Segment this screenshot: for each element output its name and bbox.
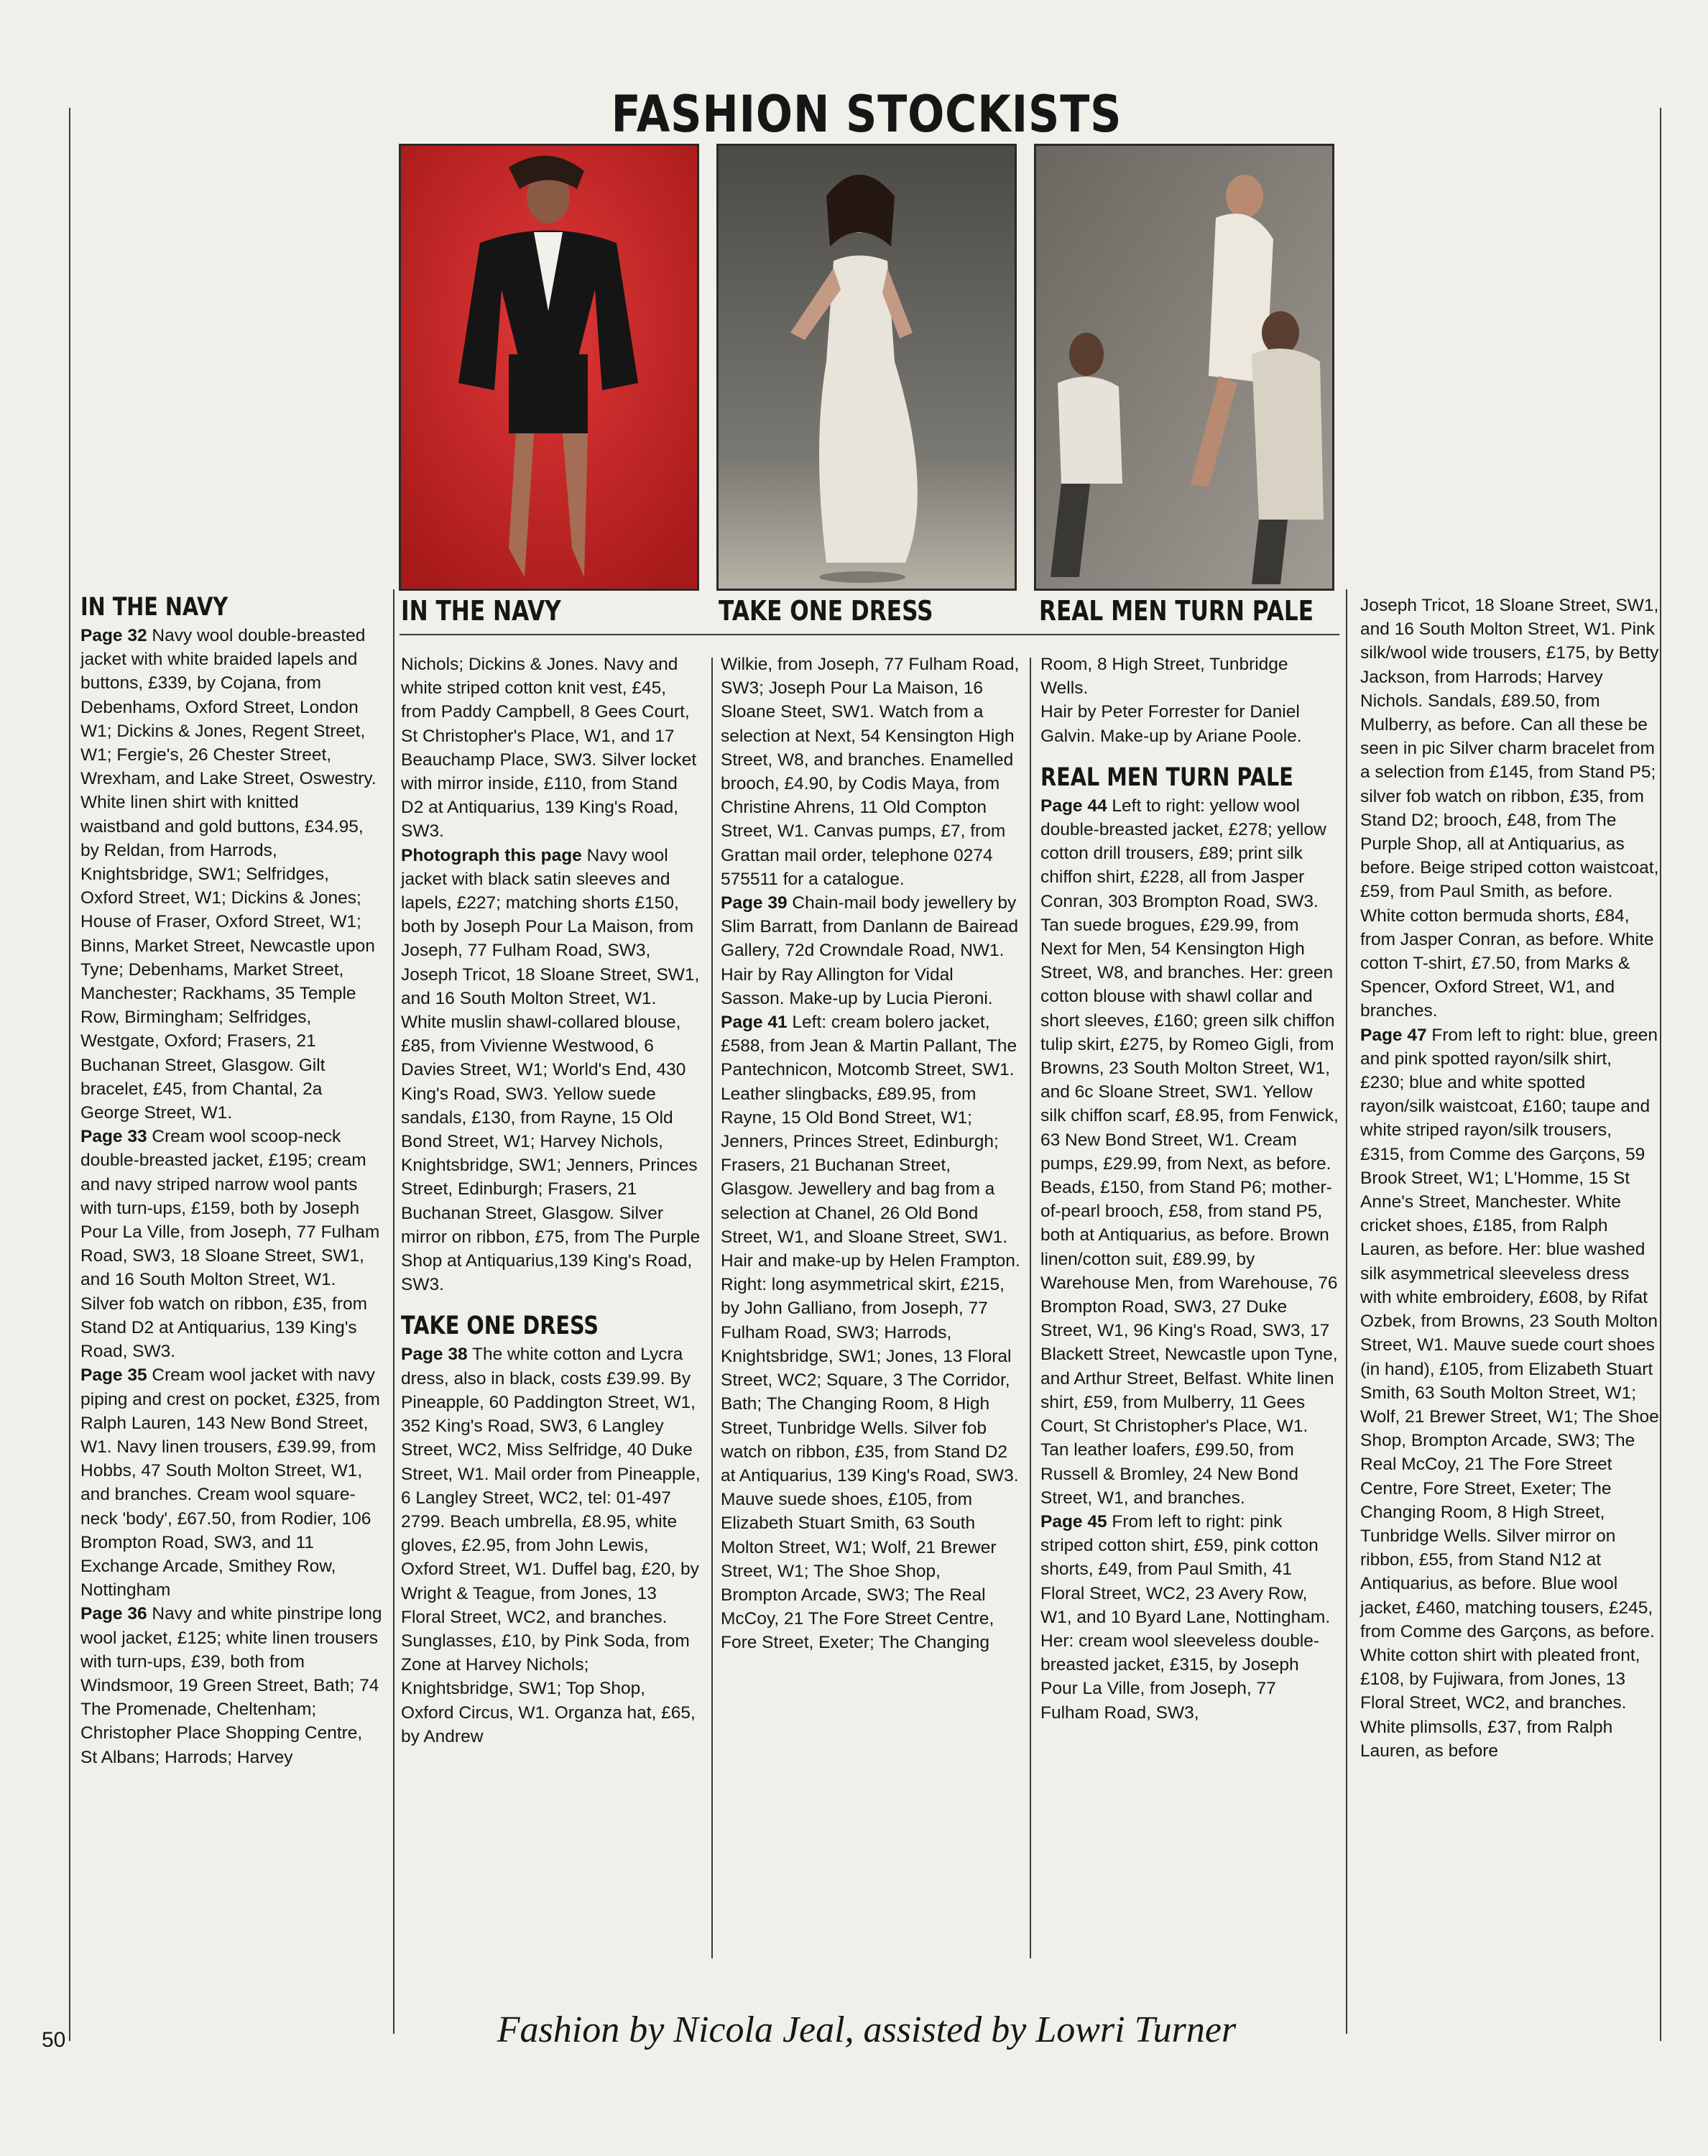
photo-in-the-navy-image [401, 146, 697, 589]
rule-left [69, 108, 70, 2041]
list-item: Nichols; Dickins & Jones. Navy and white striped cotton knit vest, £45, from Paddy Campbell, 8 Gees Court, St Christopher's Place, W1, and 17 Beauchamp Place, SW3. Silver locket with mirror inside, £110, from Stand D2 at Antiquarius, 139 King's Road, SW3. [401, 655, 697, 842]
list-item: Page 38 The white cotton and Lycra dress, also in black, costs £39.99. By Pineapple, 60 Paddington Street, W1, 352 King's Road, SW3, 6 Langley Street, WC2, Miss Selfridge, 40 Duke Street, W1. Mail order from Pineapple, 6 Langley Street, WC2, tel: 01-497 2799. Beach umbrella, £8.95, white gloves, £2.95, from John Lewis, Oxford Street, W1. Duffel bag, £20, by Wright & Teague, from Jones, 13 Floral Street, WC2, and branches. Sunglasses, £10, by Pink Soda, from Zone at Harvey Nichols; Knightsbridge, SW1; Top Shop, Oxford Circus, W1. Organza hat, £65, by Andrew [401, 1345, 701, 1746]
list-item: Room, 8 High Street, Tunbridge Wells. [1040, 655, 1288, 699]
photo-in-the-navy [399, 144, 699, 591]
list-item: Hair and make-up by Helen Frampton. [721, 1251, 1020, 1271]
page-number: 50 [42, 2028, 66, 2052]
list-item: Joseph Tricot, 18 Sloane Street, SW1, and 16 South Molton Street, W1. Pink silk/wool wide trousers, £175, by Betty Jackson, from Harrods; Harvey Nichols. Sandals, £89.50, from Mulberry, as before. Can all these be seen in pic Silver charm bracelet from a selection from £145, from Stand P5; silver fob watch on ribbon, £35, from Stand D2; brooch, £48, from The Purple Shop, all at Antiquarius, as before. Beige striped cotton waistcoat, £59, from Paul Smith, as before. White cotton bermuda shorts, £84, from Jasper Conran, as before. White cotton T-shirt, £7.50, from Marks & Spencer, Oxford Street, W1, and branches. [1360, 596, 1659, 1021]
list-item: Wilkie, from Joseph, 77 Fulham Road, SW3; Joseph Pour La Maison, 16 Sloane Steet, SW1. Watch from a selection at Next, 54 Kensington High Street, W8, and branches. Enamelled brooch, £4.90, by Codis Maya, from Christine Ahrens, 11 Old Compton Street, W1. Canvas pumps, £7, from Grattan mail order, telephone 0274 575511 for a catalogue. [721, 655, 1020, 889]
column-2 [401, 653, 701, 1749]
col4-heading: REAL MEN TURN PALE [1040, 763, 1293, 792]
column-3 [721, 653, 1021, 1655]
photo-take-one-dress-image [719, 146, 1015, 589]
list-item: Page 32 Navy wool double-breasted jacket with white braided lapels and buttons, £339, by Cojana, from Debenhams, Oxford Street, London W1; Dickins & Jones, Regent Street, W1; Fergie's, 26 Chester Street, Wrexham, and Lake Street, Oswestry. White linen shirt with knitted waistband and gold buttons, £34.95, by Reldan, from Harrods, Knightsbridge, SW1; Selfridges, Oxford Street, W1; Dickins & Jones; House of Fraser, Oxford Street, W1; Binns, Market Street, Newcastle upon Tyne; Debenhams, Market Street, Manchester; Rackhams, 35 Temple Row, Birmingham; Selfridges, Westgate, Oxford; Frasers, 21 Buchanan Street, Glasgow. Gilt bracelet, £45, from Chantal, 2a George Street, W1. [80, 626, 377, 1123]
rule-col3 [1030, 658, 1031, 1958]
list-item: Page 47 From left to right: blue, green and pink spotted rayon/silk shirt, £230; blue and white spotted rayon/silk waistcoat, £160; taupe and white striped rayon/silk trousers, £315, from Comme des Garçons, 59 Brook Street, W1; L'Homme, 15 St Anne's Street, Manchester. White cricket shoes, £185, from Ralph Lauren, as before. Her: blue washed silk asymmetrical sleeveless dress with white embroidery, £608, by Rifat Ozbek, from Browns, 23 South Molton Street, W1. Mauve suede court shoes (in hand), £105, from Elizabeth Stuart Smith, 63 South Molton Street, W1; Wolf, 21 Brewer Street, W1; The Shoe Shop, Brompton Arcade, SW3; The Real McCoy, 21 The Fore Street Centre, Fore Street, Exeter; The Changing Room, 8 High Street, Tunbridge Wells. Silver mirror on ribbon, £55, from Stand N12 at Antiquarius, as before. Blue wool jacket, £460, matching tousers, £245, from Comme des Garçons, as before. White cotton shirt with pleated front, £108, by Fujiwara, from Jones, 13 Floral Street, WC2, and branches. White plimsolls, £37, from Ralph Lauren, as before [1360, 1025, 1659, 1761]
list-item: Page 39 Chain-mail body jewellery by Slim Barratt, from Danlann de Bairead Gallery, 72d Crowndale Road, NW1. Hair by Ray Allington for Vidal Sasson. Make-up by Lucia Pieroni. [721, 893, 1018, 1008]
heading-real-men-turn-pale: REAL MEN TURN PALE [1039, 595, 1314, 627]
list-item: Photograph this page Navy wool jacket with black satin sleeves and lapels, £227; matching shorts £150, both by Joseph Pour La Maison, from Joseph, 77 Fulham Road, SW3, Joseph Tricot, 18 Sloane Street, SW1, and 16 South Molton Street, W1. White muslin shawl-collared blouse, £85, from Vivienne Westwood, 6 Davies Street, W1; World's End, 430 King's Road, SW3. Yellow suede sandals, £130, from Rayne, 15 Old Bond Street, W1; Harvey Nichols, Knightsbridge, SW1; Jenners, Princes Street, Edinburgh; Frasers, 21 Buchanan Street, Glasgow. Silver mirror on ribbon, £75, from The Purple Shop at Antiquarius,139 King's Road, SW3. [401, 845, 701, 1295]
list-item: Page 36 Navy and white pinstripe long wool jacket, £125; white linen trousers with turn-ups, £39, both from Windsmoor, 19 Green Street, Bath; 74 The Promenade, Cheltenham; Christopher Place Shopping Centre, St Albans; Harrods; Harvey [80, 1604, 382, 1767]
col2-heading: TAKE ONE DRESS [401, 1312, 599, 1341]
fashion-credit: Fashion by Nicola Jeal, assisted by Lowri Turner [497, 2009, 1237, 2050]
heading-underline [400, 634, 1339, 635]
list-item: Right: long asymmetrical skirt, £215, by John Galliano, from Joseph, 77 Fulham Road, SW3; Harrods, Knightsbridge, SW1; Jones, 13 Floral Street, WC2; Square, 3 The Corridor, Bath; The Changing Room, 8 High Street, Tunbridge Wells. Silver fob watch on ribbon, £35, from Stand D2 at Antiquarius, 139 King's Road, SW3. Mauve suede shoes, £105, from Elizabeth Stuart Smith, 63 South Molton Street, W1; Wolf, 21 Brewer Street, W1; The Shoe Shop, Brompton Arcade, SW3; The Real McCoy, 21 The Fore Street Centre, Fore Street, Exeter; The Changing [721, 1275, 1019, 1653]
rule-col4 [1346, 589, 1347, 2034]
page-title: FASHION STOCKISTS [611, 85, 1122, 144]
rule-col1 [393, 589, 394, 2034]
list-item: Page 44 Left to right: yellow wool double-breasted jacket, £278; yellow cotton drill trousers, £89; print silk chiffon shirt, £228, all from Jasper Conran, 303 Brompton Road, SW3. Tan suede brogues, £29.99, from Next for Men, 54 Kensington High Street, W8, and branches. Her: green cotton blouse with shawl collar and short sleeves, £160; green silk chiffon tulip skirt, £275, by Romeo Gigli, from Browns, 23 South Molton Street, W1, and 6c Sloane Street, SW1. Yellow silk chiffon scarf, £8.95, from Fenwick, 63 New Bond Street, W1. Cream pumps, £29.99, from Next, as before. Beads, £150, from Stand P6; mother-of-pearl brooch, £58, from stand P5, both at Antiquarius, as before. Brown linen/cotton suit, £89.99, by Warehouse Men, from Warehouse, 76 Brompton Road, SW3, 27 Duke Street, W1, 96 King's Road, SW3, 17 Blackett Street, Newcastle upon Tyne, and Arthur Street, Belfast. White linen shirt, £59, from Mulberry, 11 Gees Court, St Christopher's Place, W1. Tan leather loafers, £99.50, from Russell & Bromley, 24 New Bond Street, W1, and branches. [1040, 796, 1339, 1508]
list-item: Page 41 Left: cream bolero jacket, £588, from Jean & Martin Pallant, The Pantechnicon, Motcomb Street, SW1. Leather slingbacks, £89.95, from Rayne, 15 Old Bond Street, W1; Jenners, Princes Street, Edinburgh; Frasers, 21 Buchanan Street, Glasgow. Jewellery and bag from a selection at Chanel, 26 Old Bond Street, W1, and Sloane Street, SW1. [721, 1013, 1017, 1247]
column-1 [80, 594, 382, 1769]
list-item: Hair by Peter Forrester for Daniel Galvin. Make-up by Ariane Poole. [1040, 702, 1302, 746]
heading-take-one-dress: TAKE ONE DRESS [719, 595, 933, 627]
col1-heading: IN THE NAVY [80, 593, 228, 622]
list-item: Page 33 Cream wool scoop-neck double-breasted jacket, £195; cream and navy striped narrow wool pants with turn-ups, £159, both by Joseph Pour La Ville, from Joseph, 77 Fulham Road, SW3, 18 Sloane Street, SW1, and 16 South Molton Street, W1. Silver fob watch on ribbon, £35, from Stand D2 at Antiquarius, 139 King's Road, SW3. [80, 1127, 380, 1362]
photo-take-one-dress [716, 144, 1017, 591]
column-4 [1040, 653, 1339, 1725]
column-5 [1360, 594, 1661, 1763]
list-item: Page 35 Cream wool jacket with navy piping and crest on pocket, £325, from Ralph Lauren, 143 New Bond Street, W1. Navy linen trousers, £39.99, from Hobbs, 47 South Molton Street, W1, and branches. Cream wool square-neck 'body', £67.50, from Rodier, 106 Brompton Road, SW3, and 11 Exchange Arcade, Smithey Row, Nottingham [80, 1365, 380, 1600]
rule-col2 [711, 658, 713, 1958]
photo-real-men-turn-pale [1034, 144, 1334, 591]
photo-real-men-turn-pale-image [1036, 146, 1332, 589]
heading-in-the-navy: IN THE NAVY [401, 595, 561, 627]
list-item: Page 45 From left to right: pink striped cotton shirt, £59, pink cotton shorts, £49, from Paul Smith, 41 Floral Street, WC2, 23 Avery Row, W1, and 10 Byard Lane, Nottingham. Her: cream wool sleeveless double-breasted jacket, £315, by Joseph Pour La Ville, from Joseph, 77 Fulham Road, SW3, [1040, 1511, 1331, 1723]
